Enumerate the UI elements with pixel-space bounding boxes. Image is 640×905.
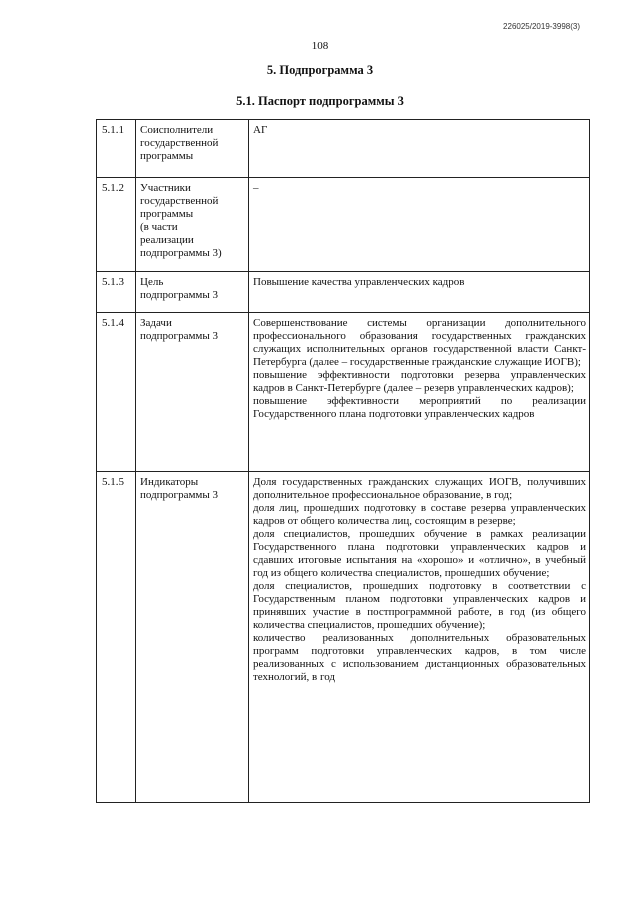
row-label: Задачи подпрограммы 3 (136, 313, 249, 472)
table-row (97, 313, 590, 472)
section-title: 5. Подпрограмма 3 (266, 63, 374, 77)
row-value-paragraph: – (253, 182, 259, 194)
row-number: 5.1.2 (97, 178, 136, 272)
row-number: 5.1.3 (97, 272, 136, 313)
row-value-paragraph: Доля государственных гражданских служащих ИОГВ, получивших дополнительное профессиональное образование, в год; (253, 476, 586, 501)
subsection-title: 5.1. Паспорт подпрограммы 3 (236, 94, 404, 108)
row-value-paragraph: доля специалистов, прошедших обучение в рамках реализации Государственного плана подготовки управленческих кадров и сдавших итоговые испытания на «хорошо» и «отлично», в учебный год из общего количества специалистов, прошедших обучение; (253, 528, 586, 579)
row-value (249, 178, 590, 272)
row-value-paragraph: АГ (253, 124, 268, 136)
document-id: 226025/2019-3998(3) (503, 22, 580, 31)
row-label: Соисполнители государственной программы (136, 120, 249, 178)
row-value (249, 272, 590, 313)
row-value-paragraph: Повышение качества управленческих кадров (253, 276, 465, 288)
row-number: 5.1.4 (97, 313, 136, 472)
table-row (97, 178, 590, 272)
row-value (249, 120, 590, 178)
passport-table (96, 119, 590, 803)
row-value-paragraph: повышение эффективности мероприятий по реализации Государственного плана подготовки управленческих кадров (253, 395, 586, 420)
table-row (97, 120, 590, 178)
row-label: Индикаторы подпрограммы 3 (136, 472, 249, 803)
row-number: 5.1.5 (97, 472, 136, 803)
row-number: 5.1.1 (97, 120, 136, 178)
row-value-paragraph: доля лиц, прошедших подготовку в составе резерва управленческих кадров от общего количества лиц, состоящим в резерве; (253, 502, 586, 527)
row-label: Участники государственной программы (в части реализации подпрограммы 3) (136, 178, 249, 272)
page-number: 108 (311, 40, 329, 52)
row-value-paragraph: Совершенствование системы организации дополнительного профессионального образования государственных гражданских служащих исполнительных органов государственной власти Санкт-Петербурга (далее – государственные гражданские служащие ИОГВ); (253, 317, 586, 368)
row-label: Цель подпрограммы 3 (136, 272, 249, 313)
row-value-paragraph: повышение эффективности подготовки резерва управленческих кадров в Санкт-Петербурге (далее – резерв управленческих кадров); (253, 369, 586, 394)
row-value (249, 472, 590, 803)
row-value-paragraph: количество реализованных дополнительных образовательных программ подготовки управленческих кадров, в том числе реализованных с использованием дистанционных образовательных технологий, в год (253, 632, 586, 683)
table-row (97, 472, 590, 803)
table-row (97, 272, 590, 313)
row-value-paragraph: доля специалистов, прошедших подготовку в соответствии с Государственным планом подготовки управленческих кадров и принявших участие в постпрограммной работе, в год (из общего количества специалистов, прошедших обучение); (253, 580, 586, 631)
row-value (249, 313, 590, 472)
